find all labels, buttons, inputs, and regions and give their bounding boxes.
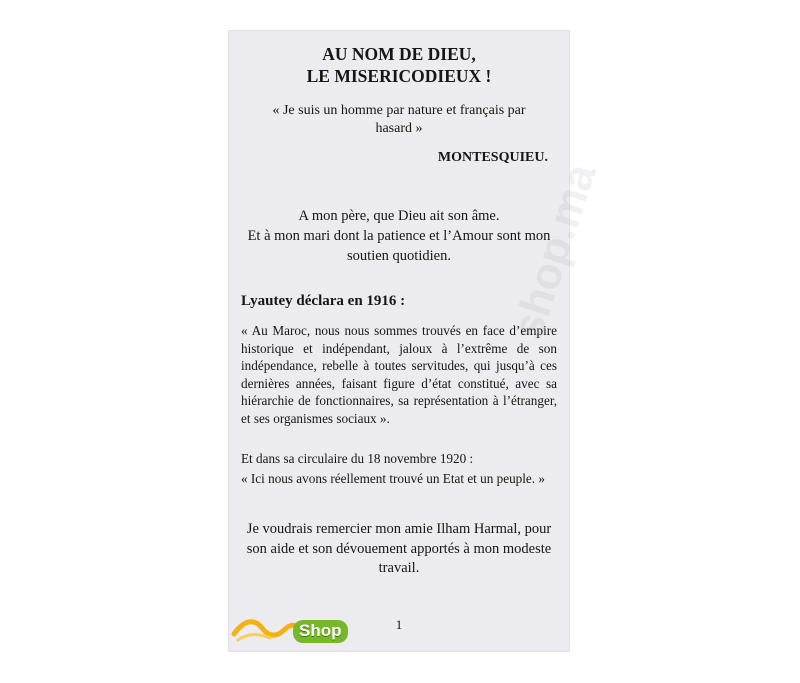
- title-line-2: LE MISERICODIEUX !: [306, 66, 492, 86]
- title-line-1: AU NOM DE DIEU,: [322, 44, 476, 64]
- acknowledgement: Je voudrais remercier mon amie Ilham Harmal, pour son aide et son dévouement apportés à mon modeste travail.: [246, 521, 552, 576]
- book-page: [228, 30, 606, 652]
- circular-quote: « Ici nous avons réellement trouvé un Etat et un peuple. »: [241, 471, 545, 486]
- epigraph-author: MONTESQUIEU.: [437, 150, 548, 165]
- dedication-line-1: A mon père, que Dieu ait son âme.: [298, 208, 500, 224]
- watermark: shop.ma: [503, 157, 606, 346]
- epigraph-quote: « Je suis un homme par nature et français par hasard »: [272, 103, 526, 136]
- lyautey-quote: « Au Maroc, nous nous sommes trouvés en face d’empire historique et indépendant, jaloux à l’extrême de son indépendance, rebelle à toutes servitudes, qui jusqu’à ces dernières années, faisant figure d’état constitué, avec sa hiérarchie de fonctionnaires, sa représentation à l’étranger, et ses organismes sociaux ».: [241, 323, 557, 426]
- dedication: [240, 206, 558, 266]
- section-heading: Lyautey déclara en 1916 :: [241, 293, 406, 309]
- dedication-line-2: Et à mon mari dont la patience et l’Amour sont mon soutien quotidien.: [247, 228, 551, 264]
- page-number: 1: [395, 617, 403, 632]
- circular-intro: Et dans sa circulaire du 18 novembre 1920 :: [241, 451, 474, 466]
- page-title: [228, 43, 570, 87]
- shop-logo: Shop: [293, 620, 348, 643]
